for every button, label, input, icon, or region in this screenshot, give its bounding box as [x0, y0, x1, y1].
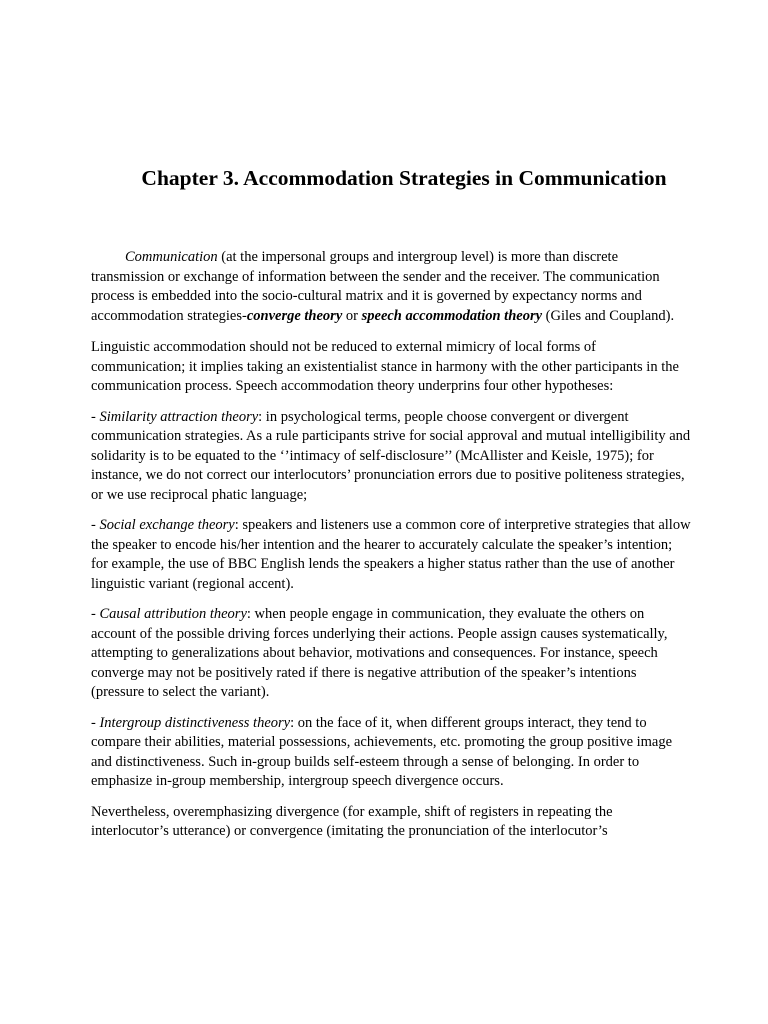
paragraph-linguistic-accommodation — [91, 338, 691, 397]
paragraph-communication — [91, 248, 691, 326]
paragraph-text: : on the face of it, when different groups interact, they tend to compare their abilities, material possessions, achievements, etc. promoting the group positive image and distinctiveness. Such in-group builds self-esteem through a sense of belonging. In order to emphasize in-group membership, intergroup speech divergence occurs. — [91, 714, 673, 789]
term-speech-accommodation-theory: speech accommodation theory — [361, 307, 543, 324]
document-body — [91, 248, 691, 842]
paragraph-similarity-attraction — [91, 408, 691, 506]
paragraph-text: : in psychological terms, people choose convergent or divergent communication strategies. As a rule participants strive for social approval and mutual intelligibility and solidarity is to be equated to the ‘’intimacy of self-disclosure’’ (McAllister and Keisle, 1975); for instance, we do not correct our interlocutors’ pronunciation errors due to positive politeness strategies, or we use reciprocal phatic language; — [91, 408, 691, 503]
paragraph-text: : speakers and listeners use a common core of interpretive strategies that allow the speaker to encode his/her intention and the hearer to accurately calculate the speaker’s intention; for example, the use of BBC English lends the speakers a higher status rather than the use of another linguistic variant (regional accent). — [91, 517, 691, 592]
paragraph-text: : when people engage in communication, they evaluate the others on account of the possible driving forces underlying their actions. People assign causes systematically, attempting to generalizations about behavior, motivations and consequences. For instance, speech converge may not be positively rated if there is negative attribution of the speaker’s intentions (pressure to select the variant). — [91, 606, 668, 700]
paragraph-text: Linguistic accommodation should not be reduced to external mimicry of local forms of communication; it implies taking an existentialist stance in harmony with the other participants in the communication process. Speech accommodation theory underprins four other hypotheses: — [91, 339, 679, 394]
paragraph-intergroup-distinctiveness — [91, 714, 691, 792]
term-similarity-attraction-theory: Similarity attraction theory — [99, 408, 259, 425]
term-causal-attribution-theory: Causal attribution theory — [99, 606, 247, 622]
term-converge-theory: converge theory — [246, 307, 343, 324]
paragraph-text: Nevertheless, overemphasizing divergence (for example, shift of registers in repeating the interlocutor’s utterance) or convergence (imitating the pronunciation of the interlocutor’s — [91, 803, 613, 839]
list-dash: - — [91, 606, 100, 622]
paragraph-causal-attribution — [91, 605, 691, 703]
list-dash: - — [91, 714, 100, 731]
term-intergroup-distinctiveness-theory: Intergroup distinctiveness theory — [99, 714, 291, 731]
paragraph-text: or — [342, 307, 362, 324]
chapter-title: Chapter 3. Accommodation Strategies in Communication — [141, 166, 667, 190]
term-social-exchange-theory: Social exchange theory — [99, 517, 235, 533]
paragraph-nevertheless — [91, 803, 691, 842]
paragraph-social-exchange — [91, 516, 691, 594]
term-communication: Communication — [125, 249, 218, 265]
paragraph-text: (Giles and Coupland). — [542, 307, 675, 324]
list-dash: - — [91, 517, 100, 533]
paragraph-text: (at the impersonal groups and intergroup level) is more than discrete transmission or exchange of information between the sender and the receiver. The communication process is embedded into the socio-cultural matrix and it is governed by expectancy norms and accommodation strategies- — [91, 249, 660, 324]
list-dash: - — [91, 408, 100, 425]
